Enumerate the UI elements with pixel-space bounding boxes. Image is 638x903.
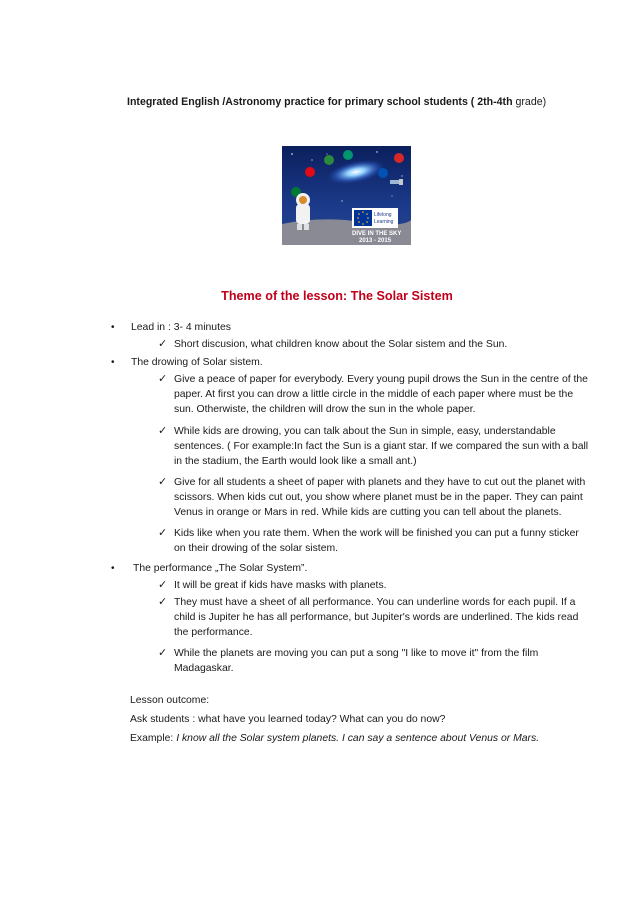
checkmark-icon: ✓ [158, 647, 168, 659]
list-item: Short discusion, what children know about the Solar sistem and the Sun. [174, 339, 508, 350]
section-heading-performance: The performance „The Solar System”. [133, 563, 308, 574]
lifelong-line2: Learning [374, 219, 394, 225]
list-item: While kids are drowing, you can talk about the Sun in simple, easy, understandable sentences. ( For example:In fact the Sun is a giant star. If we compared the sun with a ball in the stadium, the Earth would look like a small ant.) [174, 426, 589, 467]
title-normal-part: grade) [512, 96, 547, 108]
logo-caption-line1: DIVE IN THE SKY [352, 231, 402, 237]
bullet-icon: • [111, 322, 115, 333]
checkmark-icon: ✓ [158, 425, 168, 437]
list-item: Give a peace of paper for everybody. Every young pupil drows the Sun in the centre of the paper. At first you can drow a little circle in the middle of each paper where must be the sun. Otherwiste, the children will drow the sun in the whole paper. [174, 374, 588, 415]
checkmark-icon: ✓ [158, 579, 168, 591]
flag-bulgaria-icon [343, 150, 353, 160]
example-label: Example: [130, 733, 177, 744]
eu-lifelong-learning-box [352, 208, 398, 228]
bullet-icon: • [111, 357, 115, 368]
list-item: Give for all students a sheet of paper with planets and they have to cut out the planet with scissors. When kids cut out, you show where planet must be in the paper. They can paint Venus in orange or Mars in red. While kids are cutting you can tell about the planets. [174, 477, 586, 518]
title-bold-part: Integrated English /Astronomy practice for primary school students ( 2th-4th [127, 96, 513, 108]
lifelong-line1: Lifelong [374, 212, 392, 218]
logo-caption-line2: 2013 - 2015 [359, 238, 392, 244]
bullet-icon: • [111, 563, 115, 574]
list-item: They must have a sheet of all performance. You can underline words for each pupil. If a child is Jupiter he has all performance, but Jupiter's words are underlined. The kids read the performance. [174, 597, 579, 638]
flag-austria-icon [394, 153, 404, 163]
flag-slovakia-icon [378, 168, 388, 178]
flag-portugal-icon [324, 155, 334, 165]
lesson-theme-heading: Theme of the lesson: The Solar Sistem [221, 289, 453, 303]
list-item: While the planets are moving you can put a song "I like to move it" from the film Madagaskar. [174, 648, 539, 674]
list-item: It will be great if kids have masks with planets. [174, 580, 387, 591]
checkmark-icon: ✓ [158, 373, 168, 385]
section-heading-lead-in: Lead in : 3- 4 minutes [131, 322, 231, 333]
lesson-outcome-block [130, 691, 610, 748]
outcome-heading: Lesson outcome: [130, 695, 210, 706]
checkmark-icon: ✓ [158, 527, 168, 539]
example-text: I know all the Solar system planets. I can say a sentence about Venus or Mars. [176, 733, 540, 744]
outcome-example [130, 729, 610, 748]
outcome-question: Ask students : what have you learned today? What can you do now? [130, 714, 446, 725]
document-title [127, 95, 597, 110]
flag-turkey-icon [305, 167, 315, 177]
checkmark-icon: ✓ [158, 596, 168, 608]
checkmark-icon: ✓ [158, 476, 168, 488]
list-item: Kids like when you rate them. When the work will be finished you can put a funny sticker on their drowing of the solar sistem. [174, 528, 579, 554]
section-heading-drowing: The drowing of Solar sistem. [131, 357, 263, 368]
checkmark-icon: ✓ [158, 338, 168, 350]
project-logo-image [282, 146, 411, 245]
